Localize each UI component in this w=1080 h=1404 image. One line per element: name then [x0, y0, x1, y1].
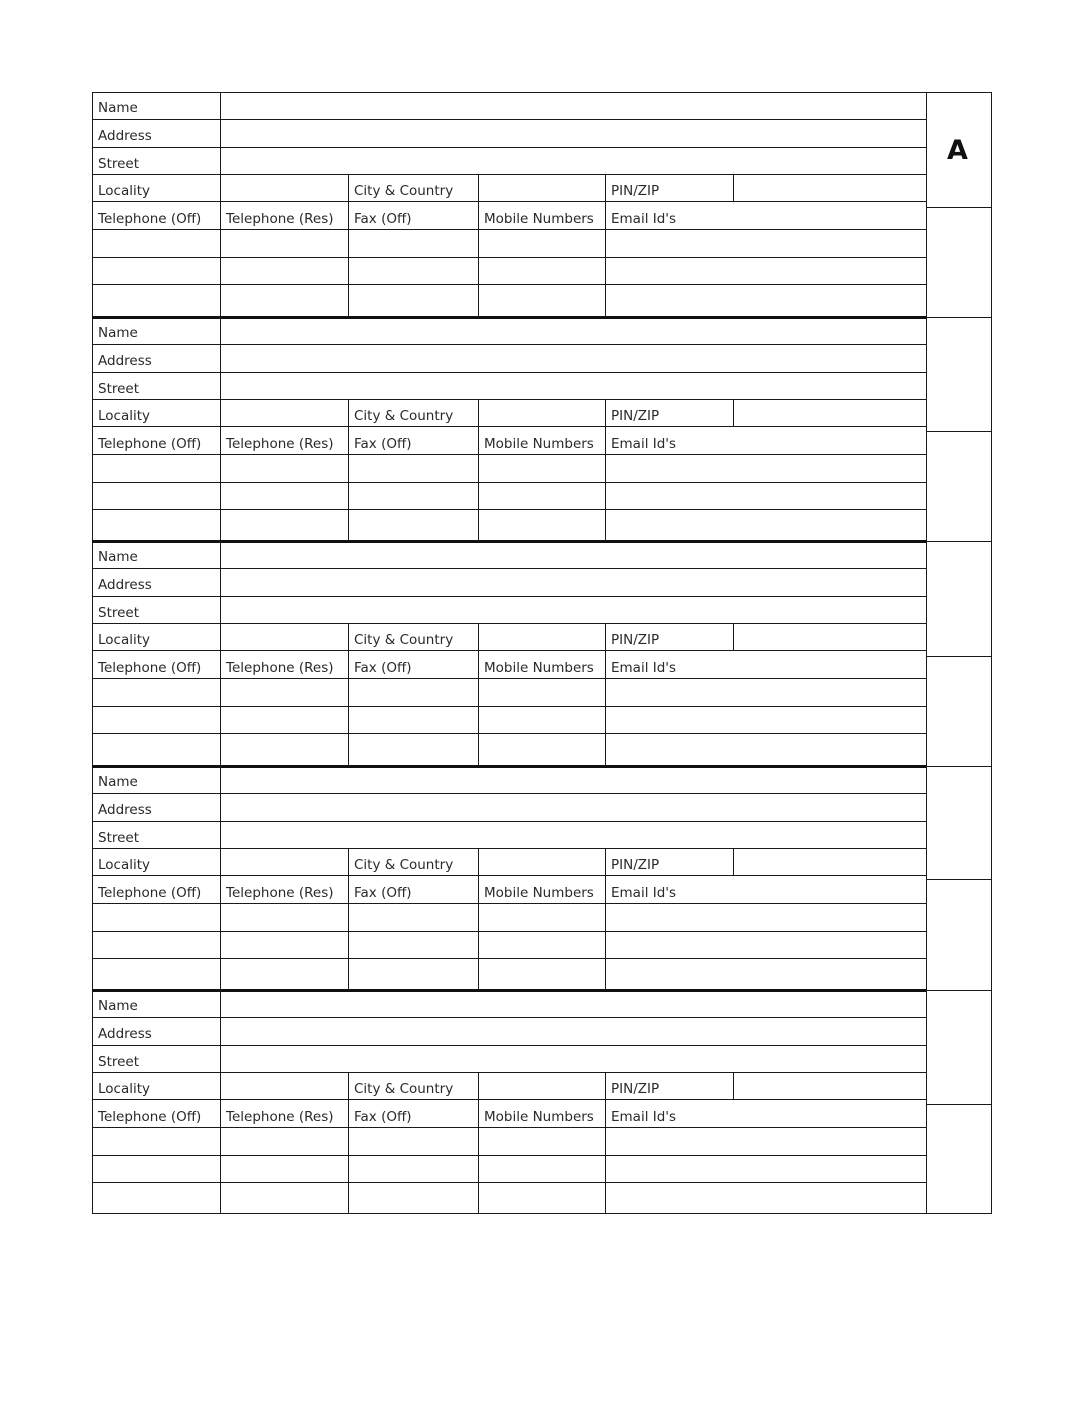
telephone-res-field[interactable] [221, 258, 348, 284]
telephone-res-field[interactable] [221, 959, 348, 990]
index-cell[interactable] [926, 766, 992, 879]
fax-off-field[interactable] [349, 258, 478, 284]
mobile-number-field[interactable] [479, 510, 605, 541]
city-country-label: City & Country [354, 1081, 454, 1097]
name-field[interactable] [221, 318, 926, 344]
locality-label: Locality [98, 857, 151, 873]
fax-off-field[interactable] [349, 904, 478, 931]
address-field[interactable] [221, 1018, 926, 1045]
name-label: Name [98, 325, 138, 341]
telephone-res-field[interactable] [221, 230, 348, 257]
email-id-field[interactable] [606, 510, 926, 541]
email-ids-label: Email Id's [611, 211, 677, 227]
index-cell[interactable] [926, 207, 992, 317]
address-label: Address [98, 802, 152, 818]
mobile-numbers-label: Mobile Numbers [484, 885, 594, 901]
index-cell-divider [926, 431, 992, 432]
telephone-res-field[interactable] [221, 679, 348, 706]
email-ids-label: Email Id's [611, 660, 677, 676]
email-id-field[interactable] [606, 1156, 926, 1182]
email-id-field[interactable] [606, 483, 926, 509]
locality-field[interactable] [221, 400, 348, 426]
fax-off-label: Fax (Off) [354, 436, 412, 452]
mobile-number-field[interactable] [479, 679, 605, 706]
name-label: Name [98, 549, 138, 565]
pin-zip-field[interactable] [734, 175, 926, 201]
telephone-off-label: Telephone (Off) [98, 436, 202, 452]
mobile-number-field[interactable] [479, 707, 605, 733]
index-letter: A [947, 135, 968, 166]
index-cell-divider [926, 207, 992, 208]
telephone-off-field[interactable] [93, 1156, 220, 1182]
telephone-res-field[interactable] [221, 1128, 348, 1155]
index-cell-divider [926, 317, 992, 318]
locality-field[interactable] [221, 624, 348, 650]
telephone-off-field[interactable] [93, 230, 220, 257]
index-cell[interactable] [926, 317, 992, 431]
pin-zip-field[interactable] [734, 624, 926, 650]
row-divider [92, 875, 926, 876]
address-label: Address [98, 1026, 152, 1042]
telephone-res-field[interactable] [221, 510, 348, 541]
telephone-off-field[interactable] [93, 1128, 220, 1155]
index-cell[interactable] [926, 431, 992, 541]
telephone-res-field[interactable] [221, 285, 348, 317]
fax-off-field[interactable] [349, 285, 478, 317]
street-field[interactable] [221, 597, 926, 623]
fax-off-label: Fax (Off) [354, 211, 412, 227]
fax-off-field[interactable] [349, 1128, 478, 1155]
fax-off-label: Fax (Off) [354, 660, 412, 676]
city-country-label: City & Country [354, 857, 454, 873]
email-id-field[interactable] [606, 734, 926, 766]
fax-off-field[interactable] [349, 230, 478, 257]
telephone-off-label: Telephone (Off) [98, 1109, 202, 1125]
pin-zip-field[interactable] [734, 400, 926, 426]
mobile-number-field[interactable] [479, 904, 605, 931]
fax-off-field[interactable] [349, 455, 478, 482]
fax-off-field[interactable] [349, 1156, 478, 1182]
email-id-field[interactable] [606, 285, 926, 317]
email-ids-label: Email Id's [611, 1109, 677, 1125]
street-label: Street [98, 830, 140, 846]
name-label: Name [98, 100, 138, 116]
city-country-label: City & Country [354, 632, 454, 648]
city-country-field[interactable] [479, 175, 605, 201]
index-cell[interactable] [926, 1104, 992, 1214]
name-label: Name [98, 774, 138, 790]
telephone-off-label: Telephone (Off) [98, 211, 202, 227]
city-country-field[interactable] [479, 400, 605, 426]
index-cell[interactable] [926, 92, 992, 207]
telephone-res-field[interactable] [221, 734, 348, 766]
email-ids-label: Email Id's [611, 885, 677, 901]
address-field[interactable] [221, 120, 926, 147]
email-id-field[interactable] [606, 455, 926, 482]
email-id-field[interactable] [606, 959, 926, 990]
street-label: Street [98, 156, 140, 172]
fax-off-field[interactable] [349, 1183, 478, 1214]
index-cell-divider [926, 766, 992, 767]
telephone-res-field[interactable] [221, 1156, 348, 1182]
contact-entry [92, 317, 926, 541]
city-country-field[interactable] [479, 849, 605, 875]
mobile-number-field[interactable] [479, 483, 605, 509]
locality-label: Locality [98, 183, 151, 199]
street-label: Street [98, 605, 140, 621]
telephone-off-field[interactable] [93, 483, 220, 509]
contact-entry [92, 990, 926, 1214]
telephone-off-field[interactable] [93, 258, 220, 284]
email-id-field[interactable] [606, 1128, 926, 1155]
mobile-number-field[interactable] [479, 1156, 605, 1182]
street-field[interactable] [221, 1046, 926, 1072]
email-id-field[interactable] [606, 932, 926, 958]
pin-zip-label: PIN/ZIP [611, 183, 660, 199]
name-field[interactable] [221, 991, 926, 1017]
telephone-off-field[interactable] [93, 959, 220, 990]
telephone-off-label: Telephone (Off) [98, 885, 202, 901]
mobile-number-field[interactable] [479, 1183, 605, 1214]
address-field[interactable] [221, 345, 926, 372]
fax-off-field[interactable] [349, 734, 478, 766]
mobile-number-field[interactable] [479, 932, 605, 958]
fax-off-field[interactable] [349, 959, 478, 990]
fax-off-field[interactable] [349, 707, 478, 733]
city-country-field[interactable] [479, 1073, 605, 1099]
city-country-label: City & Country [354, 183, 454, 199]
telephone-off-field[interactable] [93, 734, 220, 766]
city-country-field[interactable] [479, 624, 605, 650]
telephone-off-field[interactable] [93, 679, 220, 706]
locality-field[interactable] [221, 1073, 348, 1099]
pin-zip-label: PIN/ZIP [611, 857, 660, 873]
telephone-res-label: Telephone (Res) [226, 660, 334, 676]
email-id-field[interactable] [606, 230, 926, 257]
telephone-off-field[interactable] [93, 904, 220, 931]
mobile-numbers-label: Mobile Numbers [484, 436, 594, 452]
mobile-number-field[interactable] [479, 455, 605, 482]
fax-off-field[interactable] [349, 510, 478, 541]
index-cell-divider [926, 656, 992, 657]
email-id-field[interactable] [606, 679, 926, 706]
pin-zip-field[interactable] [734, 1073, 926, 1099]
telephone-off-field[interactable] [93, 510, 220, 541]
fax-off-label: Fax (Off) [354, 1109, 412, 1125]
telephone-off-label: Telephone (Off) [98, 660, 202, 676]
name-field[interactable] [221, 542, 926, 568]
fax-off-field[interactable] [349, 483, 478, 509]
telephone-res-field[interactable] [221, 904, 348, 931]
email-id-field[interactable] [606, 904, 926, 931]
pin-zip-label: PIN/ZIP [611, 408, 660, 424]
city-country-label: City & Country [354, 408, 454, 424]
locality-label: Locality [98, 1081, 151, 1097]
row-divider [92, 426, 926, 427]
row-divider [92, 1099, 926, 1100]
index-cell-divider [926, 879, 992, 880]
mobile-numbers-label: Mobile Numbers [484, 211, 594, 227]
mobile-number-field[interactable] [479, 258, 605, 284]
index-cell-divider [926, 541, 992, 542]
fax-off-label: Fax (Off) [354, 885, 412, 901]
street-field[interactable] [221, 373, 926, 399]
contact-entry [92, 766, 926, 990]
telephone-res-label: Telephone (Res) [226, 436, 334, 452]
street-field[interactable] [221, 822, 926, 848]
telephone-res-label: Telephone (Res) [226, 1109, 334, 1125]
locality-label: Locality [98, 632, 151, 648]
telephone-off-field[interactable] [93, 1183, 220, 1214]
index-cell[interactable] [926, 879, 992, 990]
index-cell-divider [926, 1104, 992, 1105]
address-book-sheet [92, 92, 992, 1214]
address-label: Address [98, 128, 152, 144]
address-label: Address [98, 353, 152, 369]
email-id-field[interactable] [606, 258, 926, 284]
mobile-numbers-label: Mobile Numbers [484, 660, 594, 676]
telephone-off-field[interactable] [93, 285, 220, 317]
street-label: Street [98, 381, 140, 397]
row-divider [92, 650, 926, 651]
mobile-number-field[interactable] [479, 734, 605, 766]
street-field[interactable] [221, 148, 926, 174]
email-ids-label: Email Id's [611, 436, 677, 452]
telephone-off-field[interactable] [93, 707, 220, 733]
telephone-res-label: Telephone (Res) [226, 885, 334, 901]
name-field[interactable] [221, 767, 926, 793]
address-field[interactable] [221, 794, 926, 821]
locality-field[interactable] [221, 849, 348, 875]
email-id-field[interactable] [606, 707, 926, 733]
locality-label: Locality [98, 408, 151, 424]
telephone-res-label: Telephone (Res) [226, 211, 334, 227]
telephone-res-field[interactable] [221, 483, 348, 509]
index-cell[interactable] [926, 541, 992, 656]
locality-field[interactable] [221, 175, 348, 201]
pin-zip-label: PIN/ZIP [611, 632, 660, 648]
telephone-res-field[interactable] [221, 1183, 348, 1214]
name-label: Name [98, 998, 138, 1014]
pin-zip-field[interactable] [734, 849, 926, 875]
telephone-res-field[interactable] [221, 707, 348, 733]
telephone-res-field[interactable] [221, 455, 348, 482]
telephone-res-field[interactable] [221, 932, 348, 958]
street-label: Street [98, 1054, 140, 1070]
mobile-number-field[interactable] [479, 959, 605, 990]
telephone-off-field[interactable] [93, 932, 220, 958]
fax-off-field[interactable] [349, 932, 478, 958]
mobile-number-field[interactable] [479, 285, 605, 317]
mobile-number-field[interactable] [479, 230, 605, 257]
fax-off-field[interactable] [349, 679, 478, 706]
email-id-field[interactable] [606, 1183, 926, 1214]
index-cell-divider [926, 990, 992, 991]
mobile-number-field[interactable] [479, 1128, 605, 1155]
contact-entry [92, 92, 926, 317]
address-field[interactable] [221, 569, 926, 596]
mobile-numbers-label: Mobile Numbers [484, 1109, 594, 1125]
name-field[interactable] [221, 93, 926, 119]
row-divider [92, 201, 926, 202]
pin-zip-label: PIN/ZIP [611, 1081, 660, 1097]
address-label: Address [98, 577, 152, 593]
contact-entry [92, 541, 926, 766]
telephone-off-field[interactable] [93, 455, 220, 482]
index-cell[interactable] [926, 656, 992, 766]
index-cell[interactable] [926, 990, 992, 1104]
